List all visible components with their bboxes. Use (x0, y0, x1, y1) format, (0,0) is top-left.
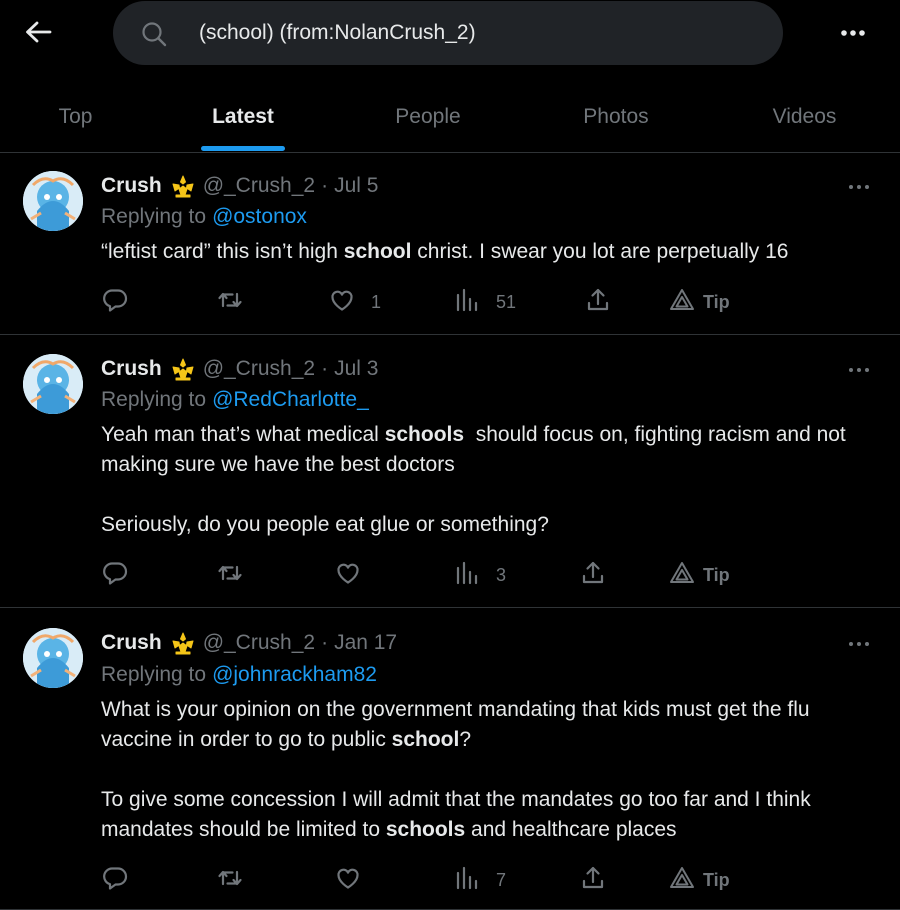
retweet-icon (217, 287, 243, 318)
tip-label: Tip (703, 291, 730, 312)
like-count: 1 (371, 291, 382, 312)
heart-icon (329, 287, 355, 318)
replying-to (101, 205, 307, 229)
tab-top[interactable]: Top (58, 105, 93, 128)
top-bar (0, 0, 900, 66)
tweet-actions (0, 865, 900, 895)
reply-button[interactable] (102, 287, 128, 317)
more-horizontal-icon (848, 184, 870, 190)
replying-to-mention[interactable]: @ostonox (212, 205, 307, 228)
tip-icon (669, 865, 695, 896)
retweet-icon (217, 865, 243, 896)
tab-videos[interactable]: Videos (772, 105, 837, 128)
like-button[interactable] (329, 287, 381, 317)
username-handle[interactable]: @_Crush_2 (202, 357, 316, 380)
retweet-button[interactable] (217, 865, 243, 895)
username-handle[interactable]: @_Crush_2 (202, 631, 316, 654)
reply-icon (102, 287, 128, 318)
crown-badge-icon (170, 174, 196, 198)
view-count: 7 (496, 869, 507, 890)
retweet-button[interactable] (217, 287, 243, 317)
tweet-date[interactable]: Jul 3 (334, 357, 379, 380)
search-term-highlight: school (343, 240, 412, 263)
view-count: 51 (496, 291, 517, 312)
tab-photos[interactable]: Photos (583, 105, 649, 128)
replying-to-mention[interactable]: @johnrackham82 (212, 663, 377, 686)
search-tabs (0, 82, 900, 153)
tweet-text-segment: and healthcare places (465, 818, 677, 841)
share-icon (580, 560, 606, 591)
display-name[interactable]: Crush (101, 631, 162, 654)
avatar[interactable] (23, 628, 83, 688)
heart-icon (335, 865, 361, 896)
tweet-paragraph (101, 785, 881, 845)
back-button[interactable] (20, 14, 56, 50)
tip-label: Tip (703, 564, 730, 585)
tweet-more-button[interactable] (845, 361, 873, 379)
tweet-paragraph (101, 237, 881, 267)
share-icon (585, 287, 611, 318)
separator-dot: · (321, 357, 329, 380)
replying-to-label: Replying to (101, 388, 207, 411)
tweet-paragraph (101, 420, 881, 480)
tweet-header (101, 355, 378, 383)
back-arrow-icon (24, 20, 52, 44)
tweet-paragraph (101, 510, 881, 540)
tweet[interactable] (0, 153, 900, 335)
reply-icon (102, 560, 128, 591)
tweet-more-button[interactable] (845, 178, 873, 196)
share-button[interactable] (585, 287, 611, 317)
tip-button[interactable] (669, 287, 730, 317)
more-options-button[interactable] (834, 16, 872, 50)
separator-dot: · (321, 631, 329, 654)
tweet-text-segment: ? (459, 728, 472, 751)
username-handle[interactable]: @_Crush_2 (202, 174, 316, 197)
tweet-text-segment: christ. I swear you lot are perpetually 16 (411, 240, 789, 263)
tweet-body (101, 420, 881, 540)
share-button[interactable] (580, 865, 606, 895)
retweet-icon (217, 560, 243, 591)
reply-icon (102, 865, 128, 896)
reply-button[interactable] (102, 865, 128, 895)
avatar[interactable] (23, 171, 83, 231)
heart-icon (335, 560, 361, 591)
display-name[interactable]: Crush (101, 174, 162, 197)
tweet-header (101, 172, 378, 200)
analytics-icon (454, 865, 480, 896)
share-icon (580, 865, 606, 896)
search-box[interactable] (113, 1, 783, 65)
search-icon (141, 21, 167, 47)
tweet-actions (0, 560, 900, 590)
reply-button[interactable] (102, 560, 128, 590)
replying-to (101, 388, 369, 412)
more-horizontal-icon (848, 641, 870, 647)
tweet-more-button[interactable] (845, 635, 873, 653)
like-button[interactable] (335, 865, 377, 895)
tweet-text-segment: “leftist card” this isn’t high (101, 240, 344, 263)
crown-badge-icon (170, 631, 196, 655)
view-count: 3 (496, 564, 507, 585)
tip-icon (669, 287, 695, 318)
views-button[interactable] (454, 865, 506, 895)
share-button[interactable] (580, 560, 606, 590)
tweet-text-segment: To give some concession I will admit that the mandates go too far and I think mandates should be limited to (101, 788, 817, 841)
tweet-body (101, 695, 881, 845)
search-term-highlight: schools (385, 818, 466, 841)
like-button[interactable] (335, 560, 377, 590)
separator-dot: · (321, 174, 329, 197)
replying-to (101, 663, 377, 687)
tip-icon (669, 560, 695, 591)
analytics-icon (454, 287, 480, 318)
replying-to-mention[interactable]: @RedCharlotte_ (212, 388, 369, 411)
search-term-highlight: schools (384, 423, 465, 446)
views-button[interactable] (454, 560, 506, 590)
search-term-highlight: school (391, 728, 460, 751)
tab-people[interactable]: People (395, 105, 461, 128)
tip-button[interactable] (669, 560, 730, 590)
search-input[interactable] (199, 17, 759, 49)
tweet-actions (0, 287, 900, 317)
more-horizontal-icon (840, 29, 866, 37)
avatar[interactable] (23, 354, 83, 414)
tweet-text-segment: Seriously, do you people eat glue or something? (101, 513, 549, 536)
tweet-paragraph (101, 695, 881, 755)
analytics-icon (454, 560, 480, 591)
tweet[interactable] (0, 336, 900, 608)
tweet-date[interactable]: Jul 5 (334, 174, 379, 197)
tweet-text-segment: Yeah man that’s what medical (101, 423, 385, 446)
more-horizontal-icon (848, 367, 870, 373)
tweet[interactable] (0, 609, 900, 910)
replying-to-label: Replying to (101, 663, 207, 686)
tweet-text-segment: What is your opinion on the government mandating that kids must get the flu vaccine in order to go to public (101, 698, 816, 751)
tip-button[interactable] (669, 865, 730, 895)
retweet-button[interactable] (217, 560, 243, 590)
crown-badge-icon (170, 357, 196, 381)
tweet-body (101, 237, 881, 267)
tweet-date[interactable]: Jan 17 (334, 631, 398, 654)
display-name[interactable]: Crush (101, 357, 162, 380)
tweet-header (101, 629, 397, 657)
tweet-text-segment: should focus on, fighting racism and not making sure we have the best doctors (101, 423, 852, 476)
active-tab-indicator (201, 146, 285, 151)
views-button[interactable] (454, 287, 516, 317)
replying-to-label: Replying to (101, 205, 207, 228)
tab-latest[interactable]: Latest (212, 105, 274, 128)
tip-label: Tip (703, 869, 730, 890)
